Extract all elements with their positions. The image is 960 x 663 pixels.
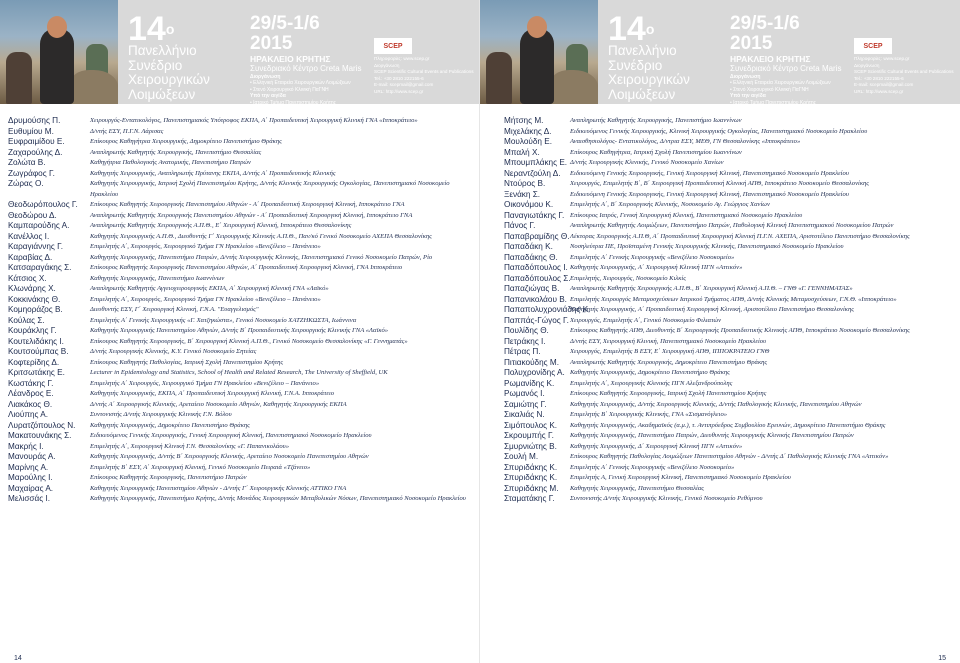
speaker-name: Μιχελάκης Δ.: [504, 126, 552, 136]
header-banner: [480, 0, 960, 104]
speaker-affiliation: Επίκουρος Καθηγητής Χειρουργικής, Ιατρική Σχολή Πανεπιστημίου Κρήτης: [570, 390, 767, 397]
speaker-row: [0, 316, 480, 327]
speaker-name: Σουλή Μ.: [504, 452, 539, 461]
speaker-affiliation: Επιμελητής Α΄, Χειρουργός, Χειρουργικό Τμήμα ΓΝ Ηρακλείου «Βενιζέλειο – Πανάνειο»: [90, 243, 321, 250]
speaker-row: [0, 242, 480, 253]
speaker-affiliation: Αναπληρωτής Καθηγητής Χειρουργικής, Πανεπιστήμιο Θεσσαλίας: [90, 148, 262, 156]
speaker-row: [480, 347, 960, 358]
speaker-affiliation: Καθηγητής Χειρουργικής Α.Π.Θ., Διευθυντής Γ΄ Χειρουργικής Κλινικής Α.Π.Θ., Παν/κό Γενικό Νοσοκομείο ΑΧΕΠΑ Θεσσαλονίκης: [90, 232, 432, 240]
speaker-name: Ευφραιμίδου Ε.: [8, 137, 65, 146]
speaker-name: Παπανικολάου Β.: [504, 294, 567, 304]
speaker-affiliation: Επιμελητής, Χειρουργός, Νοσοκομείο Κιλκίς: [570, 274, 686, 282]
speaker-name: Μήτσης Μ.: [504, 116, 544, 125]
speaker-row: [480, 431, 960, 442]
speaker-row: [480, 410, 960, 421]
speaker-affiliation: Καθηγήτρια Παθολογικής Ανατομικής, Πανεπιστήμιο Πατρών: [90, 159, 251, 166]
speaker-name: Ρωμανίδης Κ.: [504, 378, 555, 388]
speaker-name: Οικονόμου Κ.: [504, 200, 554, 209]
speaker-row: [0, 127, 480, 138]
speaker-name: Πέτρας Π.: [504, 347, 541, 356]
speaker-name: Πουλίδης Θ.: [504, 326, 549, 335]
speaker-affiliation: Καθηγητής Χειρουργικής, Δημοκρίτειο Πανεπιστήμιο Θράκης: [90, 421, 250, 429]
speaker-name: Νεραντζούλη Δ.: [504, 168, 561, 178]
speaker-name: Παναγιωτάκης Γ.: [504, 210, 565, 220]
speaker-row: [0, 116, 480, 127]
speaker-affiliation: Καθηγητής Χειρουργικής, Ιατρική Σχολή Πανεπιστημίου Κρήτης, Δ/ντής Κλινικής Χειρουργικής Ογκολογίας, Πανεπιστημιακό Νοσοκομείο Ηρακλείου: [90, 180, 450, 198]
speaker-affiliation: Επιμελητής Χειρουργός Μεταμοσχεύσεων Ιατρικού Τμήματος ΑΠΘ, Δ/ντής Κλινικής Μεταμοσχεύσεων, Γ.Ν.Θ. «Ιπποκράτειο»: [570, 295, 897, 303]
speaker-affiliation: Επίκουρος Καθηγητής Χειρουργικής Πανεπιστημίου Αθηνών - Α΄ Προπαιδευτική Χειρουργική Κλινική, Ιπποκράτειο ΓΝΑ: [90, 201, 405, 208]
speaker-name: Κατσαραγάκης Σ.: [8, 263, 72, 272]
speaker-affiliation: Καθηγητής Χειρουργικής, Ακαδημαϊκός (α.μ.), τ. Αντιπρόεδρος Συμβουλίου Ερευνών, Δημοκρίτειο Πανεπιστήμιο Θράκης: [570, 421, 886, 429]
speaker-affiliation: Δ/ντής Α΄ Χειρουργικής Κλινικής, Αρεταίειο Νοσοκομείο Αθηνών, Καθηγητής Χειρουργικής ΕΚΠΑ: [90, 400, 347, 408]
speaker-name: Καμπαρούδης Α.: [8, 221, 70, 230]
speaker-row: [0, 431, 480, 442]
speaker-row: [480, 400, 960, 411]
speaker-row: [480, 190, 960, 201]
speaker-row: [0, 368, 480, 379]
speaker-list-left: [0, 116, 480, 505]
speaker-affiliation: Χειρουργός, Επιμελητής Β΄, Β΄ Χειρουργική Προπαιδευτική Κλινική ΑΠΘ, Ιπποκράτειο Νοσοκομείο Θεσσαλονίκης: [570, 180, 869, 187]
speaker-affiliation: Επιμελητής Α΄, Χειρουργός, Χειρουργικό Τμήμα ΓΝ Ηρακλείου «Βενιζέλειο – Πανάνειο»: [90, 295, 321, 303]
speaker-row: [0, 148, 480, 159]
speaker-affiliation: Συντονιστής Δ/ντής Χειρουργικής Κλινικής, Γενικό Νοσοκομείο Ρεθύμνου: [570, 495, 763, 502]
speaker-row: [0, 232, 480, 243]
speaker-name: Κριτσωτάκης Ε.: [8, 368, 65, 377]
speaker-row: [0, 347, 480, 358]
speaker-row: [0, 211, 480, 222]
speaker-name: Σταματάκης Γ.: [504, 494, 555, 503]
speaker-affiliation: Δ/ντής Χειρουργικής Κλινικής, Γενικό Νοσοκομείο Χανίων: [570, 159, 724, 166]
speaker-name: Δρυμούσης Π.: [8, 116, 61, 125]
conference-title: Πανελλήνιο Συνέδριο Χειρουργικών Λοιμώξεων: [128, 43, 210, 102]
speaker-affiliation: Δ/ντής ΕΣΥ, Π.Γ.Ν. Λάρισας: [90, 127, 164, 135]
speaker-row: [480, 200, 960, 211]
speaker-affiliation: Χειρουργός, Επιμελητής Α΄, Γενικό Νοσοκομείο Φιλιατών: [570, 316, 722, 324]
conference-info: 29/5-1/6 2015 ΗΡΑΚΛΕΙΟ ΚΡΗΤΗΣ Συνεδριακό Κέντρο Creta Maris Διοργάνωση • Ελληνική Εταιρεία Χειρουργικών Λοιμώξεων • Στενό Χειρουργικό Κλινική ΠαΓΝΗ Υπό την αιγίδα • Ιατρικό Τμήμα Πανεπιστημίου Κρήτης: [250, 14, 366, 104]
speaker-affiliation: Επίκουρος Καθηγητής Παθολογίας Λοιμώξεων Πανεπιστημίου Αθηνών - Δ/ντής Δ΄ Παθολογικής Κλινικής ΓΝΑ «Αττικόν»: [570, 453, 889, 460]
speaker-row: [480, 379, 960, 390]
speaker-affiliation: Ειδικευόμενη Γενικής Χειρουργικής, Γενική Χειρουργική Κλινική, Πανεπιστημιακό Νοσοκομείο Ηρακλείου: [570, 190, 849, 198]
speaker-row: [480, 463, 960, 474]
speaker-row: [0, 494, 480, 505]
speaker-name: Κομηοράζος Β.: [8, 305, 63, 314]
speaker-affiliation: Καθηγητής Χειρουργικής, Αναπληρωτής Πρύτανης ΕΚΠΑ, Δ/ντής Α΄ Προπαιδευτικής Κλινικής: [90, 169, 336, 177]
speaker-row: [0, 253, 480, 264]
contact-info: Πληροφορίες: www.scep.gr Διοργάνωση SCEP Scientific Cultural Events and Publications Tel.: +30 2810 222155-6 E-mail: scepmail@gmail.com URL: http://www.scep.gr: [854, 56, 954, 94]
speaker-affiliation: Καθηγητής Χειρουργικής Πανεπιστημίου Αθηνών - Δ/ντής Γ΄ Χειρουργικής Κλινικής ΑΤΤΙΚΟ ΓΝΑ: [90, 484, 347, 492]
speaker-row: [0, 158, 480, 169]
speaker-row: [0, 358, 480, 369]
speaker-row: [480, 484, 960, 495]
speaker-affiliation: Επιμελητής Α΄, Χειρουργική Κλινική Γ.Ν. Θεσσαλονίκης «Γ. Παπανικολάου»: [90, 442, 289, 450]
speaker-row: [0, 221, 480, 232]
speaker-name: Κουράκλης Γ.: [8, 326, 57, 335]
speaker-name: Καραβίας Δ.: [8, 252, 53, 262]
speaker-name: Σαμιώτης Γ.: [504, 399, 547, 409]
speaker-affiliation: Επιμελητής Α΄, Β΄ Χειρουργικής Κλινικής, Νοσοκομείο Αγ. Γεώργιος Χανίων: [570, 201, 770, 208]
speaker-row: [480, 337, 960, 348]
speaker-row: [480, 305, 960, 316]
speaker-row: [0, 379, 480, 390]
conference-city: ΗΡΑΚΛΕΙΟ ΚΡΗΤΗΣ: [730, 54, 811, 64]
speaker-affiliation: Καθηγητής Χειρουργικής, Πανεπιστήμιο Πατρών, Δ/ντής Χειρουργικής Κλινικής, Πανεπιστημιακό Γενικό Νοσοκομείο Πατρών, Ρίο: [90, 253, 433, 261]
right-page: [480, 0, 960, 663]
speaker-row: [480, 442, 960, 453]
conference-title: Πανελλήνιο Συνέδριο Χειρουργικών Λοιμώξεων: [608, 43, 690, 102]
scep-logo: SCEP: [854, 38, 892, 54]
speaker-affiliation: Επιμελητής Α΄ Γενικής Χειρουργικής «Βενιζέλειο Νοσοκομείο»: [570, 253, 735, 261]
speaker-row: [480, 473, 960, 484]
speaker-affiliation: Αναπληρωτής Καθηγητής Χειρουργικής Πανεπιστημίου Αθηνών - Α΄ Προπαιδευτική Χειρουργική Κλινική, Ιπποκράτειο ΓΝΑ: [90, 211, 413, 219]
speaker-name: Κλωνάρης Χ.: [8, 284, 56, 293]
speaker-affiliation: Καθηγητής Χειρουργικής, Πανεπιστήμιο Θεσσαλίας: [570, 484, 704, 492]
speaker-name: Ντούρος Β.: [504, 179, 546, 188]
speaker-affiliation: Επιμελητής Β΄ Χειρουργικής Κλινικής, ΓΝΑ «Σισμανόγλειο»: [570, 411, 728, 418]
conference-venue: Συνεδριακό Κέντρο Creta Maris: [250, 64, 362, 73]
conference-city: ΗΡΑΚΛΕΙΟ ΚΡΗΤΗΣ: [250, 54, 331, 64]
speaker-row: [0, 274, 480, 285]
speaker-name: Ευθυμίου Μ.: [8, 126, 54, 136]
speaker-name: Ζαχαρούλης Δ.: [8, 147, 63, 157]
speaker-name: Παπαβραμίδης Θ.: [504, 231, 570, 241]
speaker-name: Κουτελιδάκης Ι.: [8, 336, 64, 346]
speaker-affiliation: Επιμελητής Α, Γενική Χειρουργική Κλινική, Πανεπιστημιακό Νοσοκομείο Ηρακλείου: [570, 474, 791, 481]
page-number: 15: [938, 655, 946, 662]
speaker-name: Μαρούλης Ι.: [8, 473, 53, 482]
speaker-row: [480, 253, 960, 264]
speaker-name: Λέανδρος Ε.: [8, 389, 54, 398]
speaker-name: Σικαλιάς Ν.: [504, 410, 545, 419]
speaker-name: Μπουμπλάκης Ε.: [504, 158, 568, 167]
speaker-name: Πετράκης Ι.: [504, 336, 546, 346]
speaker-row: [0, 410, 480, 421]
speaker-name: Σπυριδάκης Μ.: [504, 483, 559, 493]
speaker-affiliation: Ειδικευόμενος Γενικής Χειρουργικής, Κλινική Χειρουργικής Ογκολογίας, Πανεπιστημιακό Νοσοκομείο Ηρακλείου: [570, 127, 868, 135]
speaker-row: [480, 284, 960, 295]
speaker-row: [0, 463, 480, 474]
speaker-name: Μαρίνης Α.: [8, 462, 49, 472]
speaker-row: [480, 221, 960, 232]
speaker-name: Λυρατζόπουλος Ν.: [8, 420, 76, 430]
speaker-name: Σμυρνιώτης Β.: [504, 441, 557, 451]
speaker-affiliation: Επίκουρος Καθηγήτρια Χειρουργικής, Δημοκρίτειο Πανεπιστήμιο Θράκης: [90, 138, 282, 145]
speaker-name: Πάνος Γ.: [504, 221, 536, 230]
conference-info: 29/5-1/6 2015 ΗΡΑΚΛΕΙΟ ΚΡΗΤΗΣ Συνεδριακό Κέντρο Creta Maris Διοργάνωση • Ελληνική Εταιρεία Χειρουργικών Λοιμώξεων • Στενό Χειρουργικό Κλινική ΠαΓΝΗ Υπό την αιγίδα • Ιατρικό Τμήμα Πανεπιστημίου Κρήτης: [730, 14, 846, 104]
speaker-name: Κοκκινάκης Θ.: [8, 294, 61, 304]
speaker-name: Σιμόπουλος Κ.: [504, 420, 558, 430]
speaker-row: [480, 494, 960, 505]
speaker-affiliation: Επίκουρος Καθηγητής Παθολογίας, Ιατρική Σχολή Πανεπιστημίου Κρήτης: [90, 358, 284, 366]
speaker-name: Μακρής Ι.: [8, 441, 44, 451]
edition-number: $14^o$: [608, 10, 655, 48]
speaker-row: [0, 179, 480, 200]
speaker-affiliation: Καθηγητής Χειρουργικής, Δημοκρίτειο Πανεπιστήμιο Θράκης: [570, 369, 730, 376]
speaker-name: Πιτιακούδης Μ.: [504, 357, 559, 367]
speaker-name: Ξενάκη Σ.: [504, 189, 541, 199]
speaker-row: [0, 295, 480, 306]
speaker-row: [480, 326, 960, 337]
speaker-row: [0, 284, 480, 295]
speaker-affiliation: Αναπληρωτής Καθηγητής Χειρουργικής Α.Π.Θ., Β΄ Χειρουργική Κλινική Α.Π.Θ. – ΓΝΘ «Γ. ΓΕΝΝΗΜΑΤΑΣ»: [570, 285, 853, 292]
speaker-row: [0, 305, 480, 316]
speaker-row: [480, 368, 960, 379]
speaker-row: [480, 158, 960, 169]
speaker-name: Κούλας Σ.: [8, 315, 45, 325]
speaker-affiliation: Καθηγητής Χειρουργικής, Πανεπιστήμιο Ιωαννίνων: [90, 274, 225, 282]
speaker-row: [0, 337, 480, 348]
speaker-name: Παπαδάκης Θ.: [504, 252, 558, 262]
speaker-row: [480, 316, 960, 327]
speaker-affiliation: Αναισθησιολόγος- Εντατικολόγος, Δ/ντρια ΕΣΥ, ΜΕΘ, ΓΝ Θεσσαλονίκης «Ιπποκράτειο»: [570, 138, 801, 145]
speaker-name: Κανέλλος Ι.: [8, 231, 50, 241]
speaker-affiliation: Επίκουρος Καθηγητής Χειρουργικής Πανεπιστημίου Αθηνών, Α΄ Προπαιδευτική Χειρουργική Κλινική, ΓΝΑ Ιπποκράτειο: [90, 264, 403, 271]
speaker-affiliation: Αναπληρωτής Καθηγητής Χειρουργικής, Δημοκρίτειο Πανεπιστήμιο Θράκης: [570, 358, 768, 366]
speaker-affiliation: Καθηγητής Χειρουργικής, Δ/ντής Β΄ Χειρουργικής Κλινικής, Αρεταίειο Νοσοκομείο Πανεπιστημίου Αθηνών: [90, 453, 369, 460]
speaker-name: Κωστάκης Γ.: [8, 378, 54, 388]
speaker-row: [0, 421, 480, 432]
speaker-affiliation: Δ/ντής ΕΣΥ, Χειρουργική Κλινική, Πανεπιστημιακό Νοσοκομείο Ηρακλείου: [570, 337, 767, 345]
speaker-row: [480, 148, 960, 159]
speaker-name: Θεοδωρόπουλος Γ.: [8, 200, 78, 209]
speaker-name: Παπαδόπουλος Ι.: [504, 263, 568, 272]
speaker-affiliation: Ειδικευόμενη Γενικής Χειρουργικής, Γενική Χειρουργική Κλινική, Πανεπιστημιακό Νοσοκομείο Ηρακλείου: [570, 169, 849, 177]
header-banner: [0, 0, 480, 104]
conference-dates: 29/5-1/6 2015: [250, 13, 320, 54]
speaker-affiliation: Καθηγητής Χειρουργικής, ΕΚΠΑ, Α΄ Προπαιδευτική Χειρουργική Κλινική, Γ.Ν.Α. Ιπποκράτειο: [90, 390, 335, 397]
speaker-affiliation: Αναπληρωτής Καθηγητής Χειρουργικής, Πανεπιστήμιο Ιωαννίνων: [570, 117, 742, 124]
speaker-affiliation: Επιμελητής Β΄ ΕΣΥ, Α΄ Χειρουργική Κλινική, Γενικό Νοσοκομείο Πειραιά «Τζάνειο»: [90, 463, 311, 471]
speaker-name: Παπαδάκη Κ.: [504, 242, 553, 251]
speaker-row: [480, 127, 960, 138]
speaker-affiliation: Επιμελητής Α΄ Γενικής Χειρουργικής «Γ. Χατζηκώστα», Γενικό Νοσοκομείο ΧΑΤΖΗΚΩΣΤΑ, Ιωάννινα: [90, 316, 357, 324]
speaker-row: [0, 389, 480, 400]
speaker-row: [480, 242, 960, 253]
edition-number: $14^o$: [128, 10, 175, 48]
conference-dates: 29/5-1/6 2015: [730, 13, 800, 54]
speaker-affiliation: Επίκουρος Καθηγητής ΑΠΘ, Διευθυντής Β΄ Χειρουργικής Προπαιδευτικής Κλινικής ΑΠΘ, Ιπποκράτειο Νοσοκομείο Θεσσαλονίκης: [570, 327, 910, 334]
speaker-affiliation: Ειδικευόμενος Γενικής Χειρουργικής, Γενική Χειρουργική Κλινική, Πανεπιστημιακό Νοσοκομείο Ηρακλείου: [90, 432, 372, 439]
speaker-name: Ζωγράφος Γ.: [8, 168, 55, 178]
speaker-row: [480, 211, 960, 222]
speaker-affiliation: Λέκτορας Χειρουργικής Α.Π.Θ, Α΄ Προπαιδευτική Χειρουργική Κλινική Π.Γ.Ν. ΑΧΕΠΑ, Αριστοτέλειο Πανεπιστήμιο Θεσσαλονίκης: [570, 232, 910, 240]
speaker-name: Παπαζιώγας Β.: [504, 284, 560, 293]
speaker-affiliation: Επιμελητής Α΄ Γενικής Χειρουργικής «Βενιζέλειο Νοσοκομείο»: [570, 463, 735, 471]
speaker-affiliation: Lecturer in Epidemiology and Statistics, School of Health and Related Research, The University of Sheffield, UK: [90, 369, 388, 376]
speaker-affiliation: Καθηγητής Χειρουργικής, Δ/ντής Χειρουργικής Κλινικής, Δ/ντής Παθολογικής Κλινικής, Πανεπιστημίου Αθηνών: [570, 400, 862, 408]
speaker-affiliation: Καθηγητής Χειρουργικής, Πανεπιστήμιο Πατρών, Διευθυντής Χειρουργικής Κλινικής Πανεπιστημίου Πατρών: [570, 432, 854, 439]
speaker-row: [0, 484, 480, 495]
speaker-name: Σπυριδάκης Κ.: [504, 462, 558, 472]
contact-info: Πληροφορίες: www.scep.gr Διοργάνωση SCEP Scientific Cultural Events and Publications Tel.: +30 2810 222155-6 E-mail: scepmail@gmail.com URL: http://www.scep.gr: [374, 56, 474, 94]
speaker-affiliation: Χειρουργός-Εντατικολόγος, Πανεπιστημιακός Υπότροφος ΕΚΠΑ, Α΄ Προπαιδευτική Χειρουργική Κλινική ΓΝΑ «Ιπποκράτειο»: [90, 117, 418, 124]
speaker-affiliation: Αναπληρωτής Καθηγητής Αγγειοχειρουργικής ΕΚΠΑ, Α΄ Χειρουργική Κλινική ΓΝΑ «Λαϊκό»: [90, 285, 329, 292]
speaker-affiliation: Επιμελητής Α΄, Χειρουργικής Κλινικής ΠΓΝ Αλεξανδρούπολης: [570, 379, 733, 387]
speaker-row: [0, 442, 480, 453]
speaker-name: Πολυχρονίδης Α.: [504, 368, 565, 377]
speaker-affiliation: Καθηγητής Χειρουργικής, Πανεπιστήμιο Κρήτης, Δ/ντής Μονάδος Χειρουργικών Μεταβολικών Νόσων, Πανεπιστημιακό Νοσοκομείο Ηρακλείου: [90, 495, 466, 502]
speaker-affiliation: Καθηγητής Χειρουργικής Πανεπιστημίου Αθηνών, Δ/ντής Β΄ Προπαιδευτικής Χειρουργικής Κλινικής ΓΝΑ «Λαϊκό»: [90, 327, 389, 334]
speaker-affiliation: Χειρουργός, Επιμελητής Β ΕΣΥ, Ε΄ Χειρουργική ΑΠΘ, ΙΠΠΟΚΡΑΤΕΙΟ ΓΝΘ: [570, 348, 770, 355]
speaker-name: Μαχαίρας Α.: [8, 483, 54, 493]
speaker-name: Θεοδώρου Δ.: [8, 210, 57, 220]
speaker-name: Ζολώτα Β.: [8, 158, 46, 167]
speaker-name: Καραγιάννης Γ.: [8, 242, 63, 251]
speaker-name: Κουτσούμπας Β.: [8, 347, 69, 356]
speaker-name: Κάτσιος Χ.: [8, 273, 47, 283]
speaker-row: [480, 274, 960, 285]
speaker-name: Λιακάκος Θ.: [8, 399, 53, 409]
speaker-row: [0, 452, 480, 463]
speaker-list-right: [480, 116, 960, 505]
speaker-name: Παπαδόπουλος Σ.: [504, 273, 571, 283]
speaker-name: Μανουράς Α.: [8, 452, 56, 461]
speaker-row: [0, 400, 480, 411]
speaker-row: [480, 295, 960, 306]
header-painting: [0, 0, 118, 104]
speaker-row: [480, 137, 960, 148]
speaker-affiliation: Επίκουρος Καθηγητής Χειρουργικής, Πανεπιστήμιο Πατρών: [90, 474, 247, 481]
speaker-row: [480, 179, 960, 190]
speaker-affiliation: Επιμελητής Α΄ Χειρουργός, Χειρουργικό Τμήμα ΓΝ Ηρακλείου «Βενιζέλειο – Πανάνειο»: [90, 379, 320, 387]
speaker-affiliation: Καθηγητής Χειρουργικής, Δ΄ Χειρουργική Κλινική ΠΓΝ «Αττικόν»: [570, 442, 743, 450]
speaker-row: [0, 200, 480, 211]
speaker-name: Λιούπης Α.: [8, 410, 49, 419]
speaker-row: [480, 421, 960, 432]
speaker-name: Μπαλή Χ.: [504, 147, 540, 157]
header-painting: [480, 0, 598, 104]
speaker-row: [0, 473, 480, 484]
speaker-name: Μουλούδη Ε.: [504, 137, 552, 146]
speaker-name: Παππάς-Γώγος Γ.: [504, 315, 569, 325]
speaker-name: Σκρουμπής Γ.: [504, 431, 554, 440]
speaker-row: [0, 263, 480, 274]
speaker-row: [0, 169, 480, 180]
speaker-row: [480, 452, 960, 463]
speaker-row: [0, 326, 480, 337]
scep-logo: SCEP: [374, 38, 412, 54]
page-number: 14: [14, 655, 22, 662]
speaker-affiliation: Νοσηλεύτρια ΠΕ, Προϊσταμένη Γενικής Χειρουργικής Κλινικής, Πανεπιστημιακό Νοσοκομείο Ηρακλείου: [570, 243, 844, 250]
speaker-row: [480, 232, 960, 243]
speaker-name: Μακατουνάκης Σ.: [8, 431, 72, 440]
speaker-name: Ρωμανός Ι.: [504, 389, 545, 398]
speaker-row: [480, 116, 960, 127]
speaker-name: Ζώρας Ο.: [8, 179, 44, 188]
conference-venue: Συνεδριακό Κέντρο Creta Maris: [730, 64, 842, 73]
speaker-affiliation: Επίκουρος Καθηγήτρια, Ιατρική Σχολή Πανεπιστημίου Ιωαννίνων: [570, 148, 742, 156]
speaker-affiliation: Αναπληρωτής Καθηγητής Λοιμώξεων, Πανεπιστήμιο Πατρών, Παθολογική Κλινική Πανεπιστημιακού Νοσοκομείου Πατρών: [570, 222, 894, 229]
speaker-name: Κοφτερίδης Δ.: [8, 357, 60, 367]
speaker-row: [480, 389, 960, 400]
speaker-name: Παπαπολυχρονιάδης Κ.: [504, 305, 591, 314]
speaker-name: Σπυριδάκης Κ.: [504, 473, 558, 482]
speaker-affiliation: Αναπληρωτής Καθηγητής Χειρουργικής Α.Π.Θ., Ε΄ Χειρουργική Κλινική, Ιπποκράτειο Θεσσαλονίκης: [90, 222, 352, 229]
speaker-affiliation: Καθηγητής Χειρουργικής, Α΄ Προπαιδευτική Χειρουργική Κλινική, Αριστοτέλειο Πανεπιστήμιο Θεσσαλονίκης: [570, 306, 854, 313]
speaker-name: Μελισσάς Ι.: [8, 494, 50, 503]
speaker-row: [480, 263, 960, 274]
speaker-affiliation: Δ/ντής Χειρουργικής Κλινικής, Κ.Υ. Γενικό Νοσοκομείο Σητείας: [90, 348, 257, 355]
speaker-row: [480, 169, 960, 180]
speaker-affiliation: Καθηγητής Χειρουργικής, Α΄ Χειρουργική Κλινική ΠΓΝ «Αττικόν»: [570, 264, 743, 271]
speaker-affiliation: Διευθυντής ΕΣΥ, Γ΄ Χειρουργική Κλινική, Γ.Ν.Α. "Ευαγγελισμός": [90, 306, 259, 313]
speaker-row: [480, 358, 960, 369]
speaker-row: [0, 137, 480, 148]
speaker-affiliation: Συντονιστής Δ/ντής Χειρουργικής Κλινικής Γ.Ν. Βόλου: [90, 411, 232, 418]
speaker-affiliation: Επίκουρος Ιατρός, Γενική Χειρουργική Κλινική, Πανεπιστημιακό Νοσοκομείο Ηρακλείου: [570, 211, 803, 219]
speaker-affiliation: Επίκουρος Καθηγητής Χειρουργικής, Β΄ Χειρουργική Κλινική Α.Π.Θ., Γενικό Νοσοκομείο Θεσσαλονίκης «Γ. Γεννηματάς»: [90, 337, 408, 345]
